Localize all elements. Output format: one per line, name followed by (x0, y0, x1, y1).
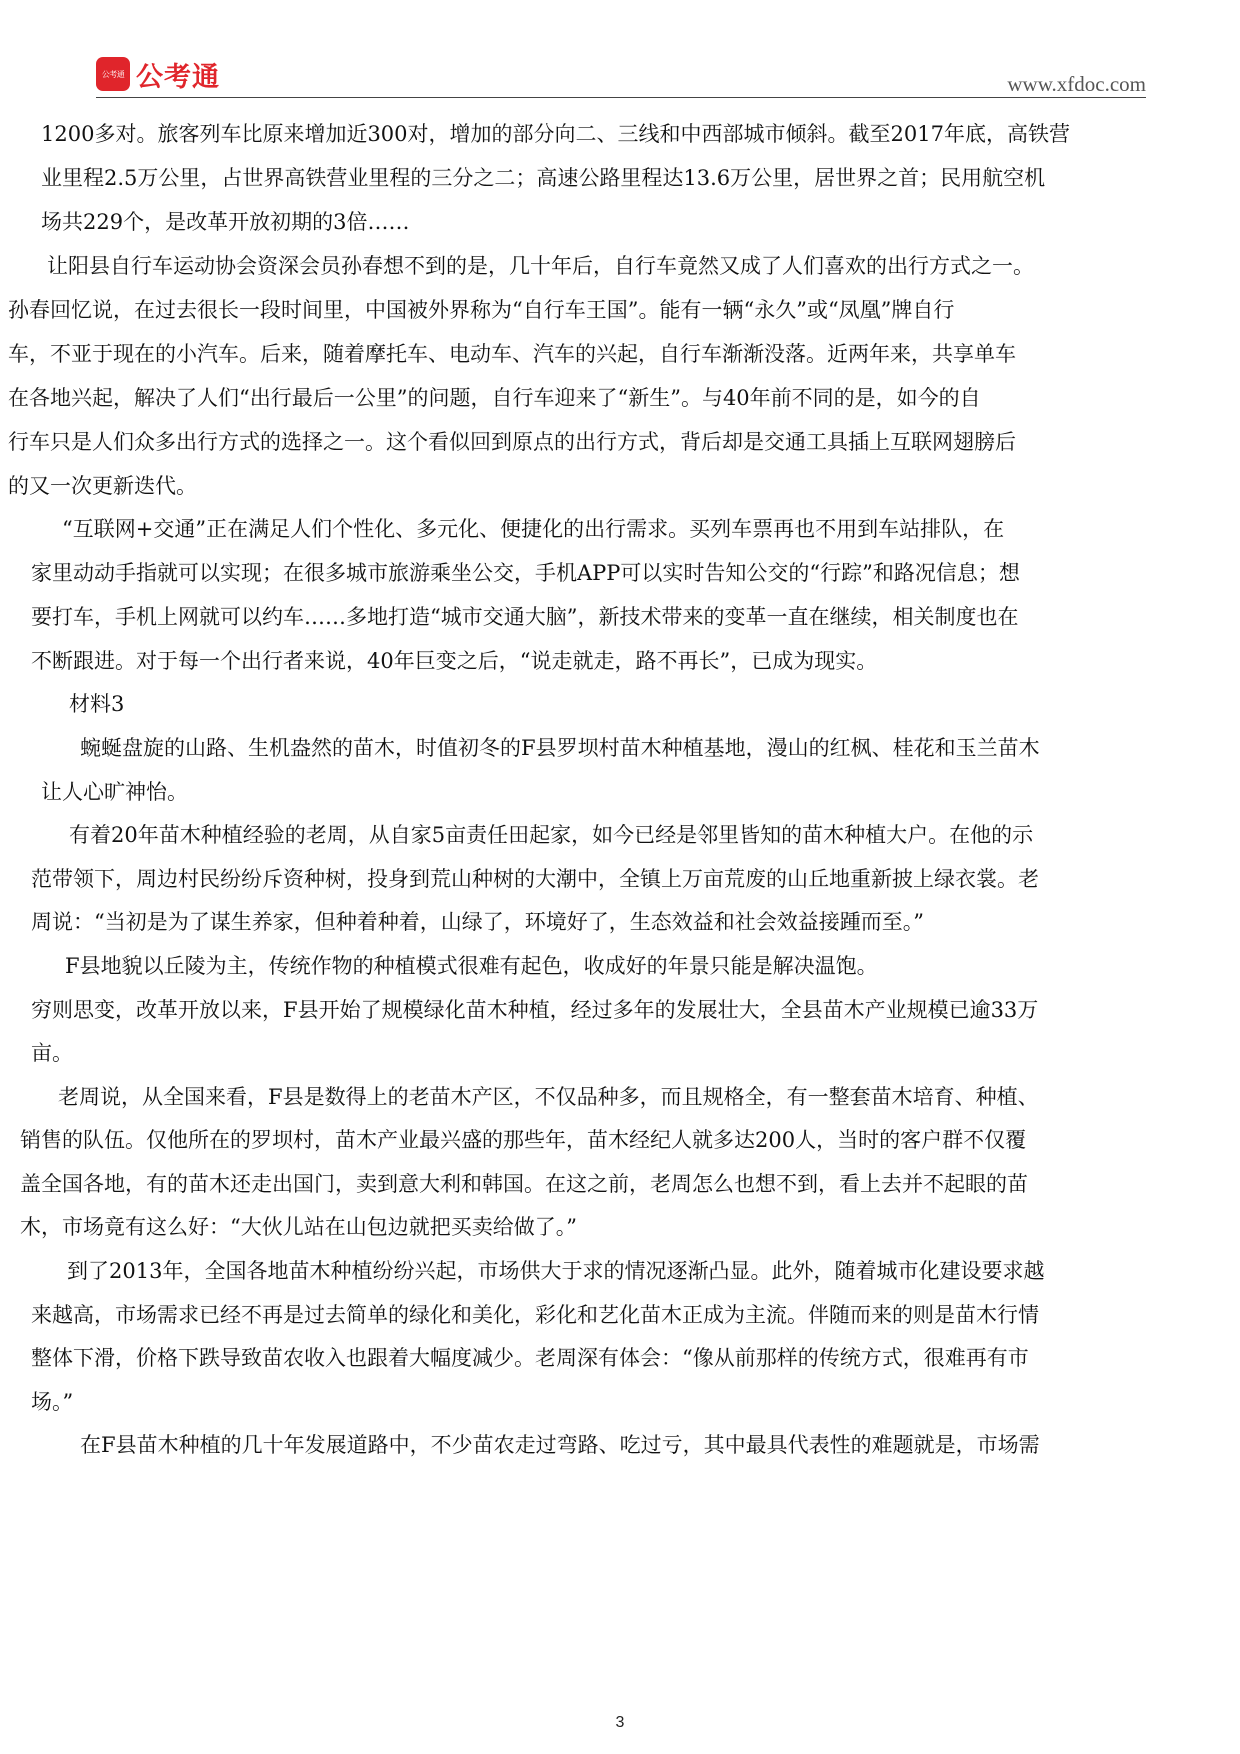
text-line: 蜿蜒盘旋的山路、生机盎然的苗木，时值初冬的F县罗坝村苗木种植基地，漫山的红枫、桂花和玉兰苗木 (80, 736, 1040, 760)
text-line: 盖全国各地，有的苗木还走出国门，卖到意大利和韩国。在这之前，老周怎么也想不到，看上去并不起眼的苗 (20, 1172, 1028, 1196)
text-line: 到了2013年，全国各地苗木种植纷纷兴起，市场供大于求的情况逐渐凸显。此外，随着城市化建设要求越 (67, 1259, 1045, 1283)
text-line: 木，市场竟有这么好：“大伙儿站在山包边就把买卖给做了。” (20, 1215, 577, 1239)
text-line: 整体下滑，价格下跌导致苗农收入也跟着大幅度减少。老周深有体会：“像从前那样的传统方式，很难再有市 (31, 1346, 1029, 1370)
text-line: 车，不亚于现在的小汽车。后来，随着摩托车、电动车、汽车的兴起，自行车渐渐没落。近两年来，共享单车 (8, 342, 1016, 366)
text-line: 范带领下，周边村民纷纷斥资种树，投身到荒山种树的大潮中，全镇上万亩荒废的山丘地重新披上绿衣裳。老 (31, 867, 1039, 891)
text-line: 业里程2.5万公里，占世界高铁营业里程的三分之二；高速公路里程达13.6万公里，居世界之首；民用航空机 (41, 166, 1046, 190)
text-line: 周说：“当初是为了谋生养家，但种着种着，山绿了，环境好了，生态效益和社会效益接踵而至。” (31, 910, 924, 934)
text-line: 1200多对。旅客列车比原来增加近300对，增加的部分向二、三线和中西部城市倾斜。截至2017年底，高铁营 (41, 122, 1070, 146)
text-line: 老周说，从全国来看，F县是数得上的老苗木产区，不仅品种多，而且规格全，有一整套苗木培育、种植、 (58, 1085, 1039, 1109)
text-line: 家里动动手指就可以实现；在很多城市旅游乘坐公交，手机APP可以实时告知公交的“行踪”和路况信息；想 (31, 561, 1020, 585)
logo-badge-text: 公考通 (101, 69, 125, 79)
text-line: “互联网+交通”正在满足人们个性化、多元化、便捷化的出行需求。买列车票再也不用到车站排队，在 (62, 517, 1005, 541)
text-line: 销售的队伍。仅他所在的罗坝村，苗木产业最兴盛的那些年，苗木经纪人就多达200人，当时的客户群不仅覆 (20, 1128, 1027, 1152)
text-line: 穷则思变，改革开放以来，F县开始了规模绿化苗木种植，经过多年的发展壮大，全县苗木产业规模已逾33万 (31, 998, 1039, 1022)
text-line: 场。” (31, 1390, 74, 1414)
text-line: 让人心旷神怡。 (41, 780, 188, 804)
page-number: 3 (615, 1714, 625, 1731)
text-line: 在各地兴起，解决了人们“出行最后一公里”的问题，自行车迎来了“新生”。与40年前不同的是，如今的自 (8, 386, 981, 410)
text-line: 场共229个，是改革开放初期的3倍…… (41, 210, 410, 234)
section-heading: 材料3 (69, 692, 125, 716)
text-line: 让阳县自行车运动协会资深会员孙春想不到的是，几十年后，自行车竟然又成了人们喜欢的出行方式之一。 (47, 254, 1034, 278)
text-line: 孙春回忆说，在过去很长一段时间里，中国被外界称为“自行车王国”。能有一辆“永久”或“凤凰”牌自行 (8, 298, 955, 322)
text-line: 有着20年苗木种植经验的老周，从自家5亩责任田起家，如今已经是邻里皆知的苗木种植大户。在他的示 (69, 823, 1034, 847)
text-line: 行车只是人们众多出行方式的选择之一。这个看似回到原点的出行方式，背后却是交通工具插上互联网翅膀后 (8, 430, 1016, 454)
logo-name: 公考通 (136, 61, 220, 93)
text-line: 亩。 (31, 1041, 73, 1065)
text-line: 要打车，手机上网就可以约车……多地打造“城市交通大脑”，新技术带来的变革一直在继续，相关制度也在 (31, 605, 1019, 629)
text-line: F县地貌以丘陵为主，传统作物的种植模式很难有起色，收成好的年景只能是解决温饱。 (65, 954, 878, 978)
text-line: 在F县苗木种植的几十年发展道路中，不少苗农走过弯路、吃过亏，其中最具代表性的难题就是，市场需 (80, 1433, 1040, 1457)
site-url: www.xfdoc.com (1007, 72, 1146, 96)
text-line: 的又一次更新迭代。 (8, 474, 197, 498)
text-line: 来越高，市场需求已经不再是过去简单的绿化和美化，彩化和艺化苗木正成为主流。伴随而来的则是苗木行情 (31, 1303, 1039, 1327)
text-line: 不断跟进。对于每一个出行者来说，40年巨变之后，“说走就走，路不再长”，已成为现实。 (31, 649, 878, 673)
